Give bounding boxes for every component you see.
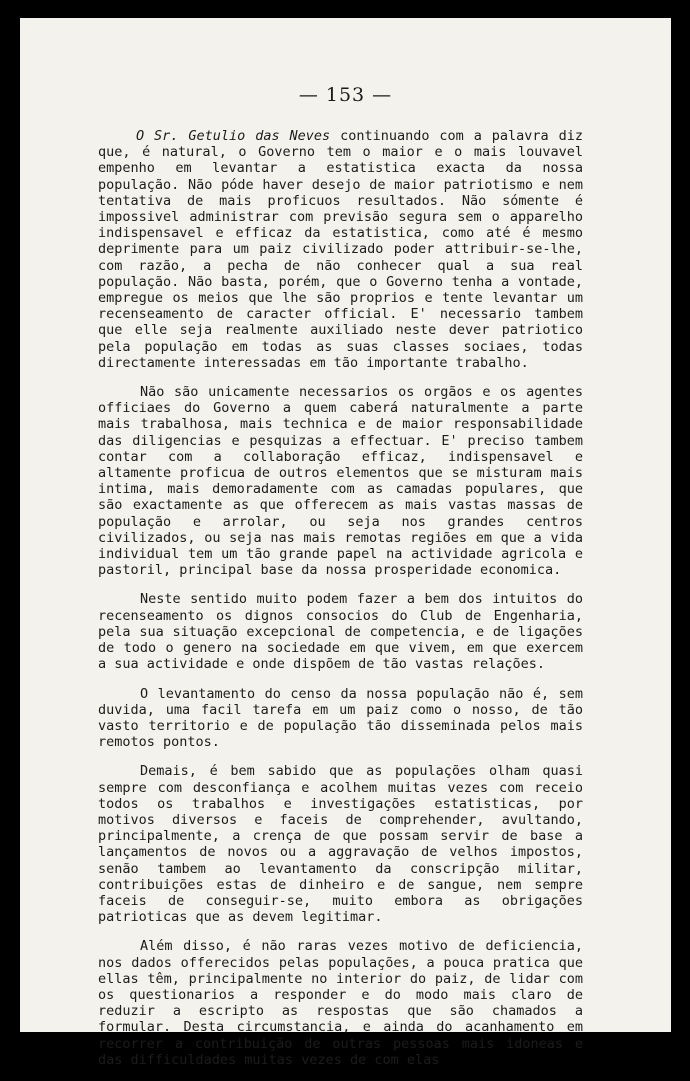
- paragraph-3-text: Neste sentido muito podem fazer a bem dos intuitos do recenseamento os dignos consocios do Club de Engenharia, pela sua situação excepcional de competencia, e de ligações de todo o genero na sociedade em que vivem, em que exercem a sua actividade e onde dispõem de tão vastas relações.: [98, 591, 583, 673]
- document-page: [20, 18, 671, 1068]
- paragraph-5-text: Demais, é bem sabido que as populações olham quasi sempre com desconfiança e acolhem muitas vezes com receio todos os trabalhos e investigações estatisticas, por motivos diversos e faceis de comprehender, avultando, principalmente, a crença de que possam servir de base a lançamentos de novos ou a aggravação de velhos impostos, senão tambem ao levantamento da conscripção militar, contribuições estas de dinheiro e de sangue, nem sempre faceis de conseguir-se, muito embora as obrigações patrioticas que as devem legitimar.: [98, 763, 583, 926]
- paragraph-2: [98, 384, 583, 578]
- paragraph-2-text: Não são unicamente necessarios os orgãos e os agentes officiaes do Governo a quem caberá naturalmente a parte mais trabalhosa, mais technica e de maior responsabilidade das diligencias e pesquizas a effectuar. E' preciso tambem contar com a collaboração efficaz, indispensavel e altamente proficua de outros elementos que se misturam mais intima, mais demoradamente com as camadas populares, que são exactamente as que offerecem as mais vastas massas de população e arrolar, ou seja nos grandes centros civilizados, ou seja nas mais remotas regiões em que a vida individual tem um tão grande papel na actividade agricola e pastoril, principal base da nossa prosperidade economica.: [98, 384, 583, 579]
- paragraph-5: [98, 763, 583, 925]
- body-text: [98, 128, 583, 1081]
- paragraph-6: [98, 938, 583, 1068]
- paragraph-3: [98, 591, 583, 672]
- paragraph-1-text: continuando com a palavra diz que, é natural, o Governo tem o maior e o mais louvavel empenho em levantar a estatistica exacta da nossa população. Não póde haver desejo de maior patriotismo e nem tentativa de mais proficuos resultados. Não sómente é impossivel administrar com previsão segura sem o apparelho indispensavel e efficaz da estatistica, como até é mesmo deprimente para um paiz civilizado poder attribuir-se-lhe, com razão, a pecha de não conhecer qual a sua real população. Não basta, porém, que o Governo tenha a vontade, empregue os meios que lhe são proprios e tente levantar um recenseamento de caracter official. E' necessario tambem que elle seja realmente auxiliado neste dever patriotico pela população em todas as suas classes sociaes, todas directamente interessadas em tão importante trabalho.: [98, 128, 583, 371]
- speaker-name: O Sr. Getulio das Neves: [136, 128, 331, 144]
- paragraph-4: [98, 686, 583, 751]
- paragraph-1: [98, 128, 583, 371]
- page-number: — 153 —: [298, 84, 393, 106]
- paragraph-6-text: Além disso, é não raras vezes motivo de deficiencia, nos dados offerecidos pelas populações, a pouca pratica que ellas têm, principalmente no interior do paiz, de lidar com os questionarios a responder e do modo mais claro de reduzir a escripto as respostas que são chamados a formular. Desta circumstancia, e ainda do acanhamento em recorrer a contribuição de outras pessoas mais idoneas e das difficuldades muitas vezes de com elas: [98, 938, 583, 1068]
- paragraph-4-text: O levantamento do censo da nossa população não é, sem duvida, uma facil tarefa em um paiz como o nosso, de tão vasto territorio e de população tão disseminada pelos mais remotos pontos.: [98, 685, 583, 751]
